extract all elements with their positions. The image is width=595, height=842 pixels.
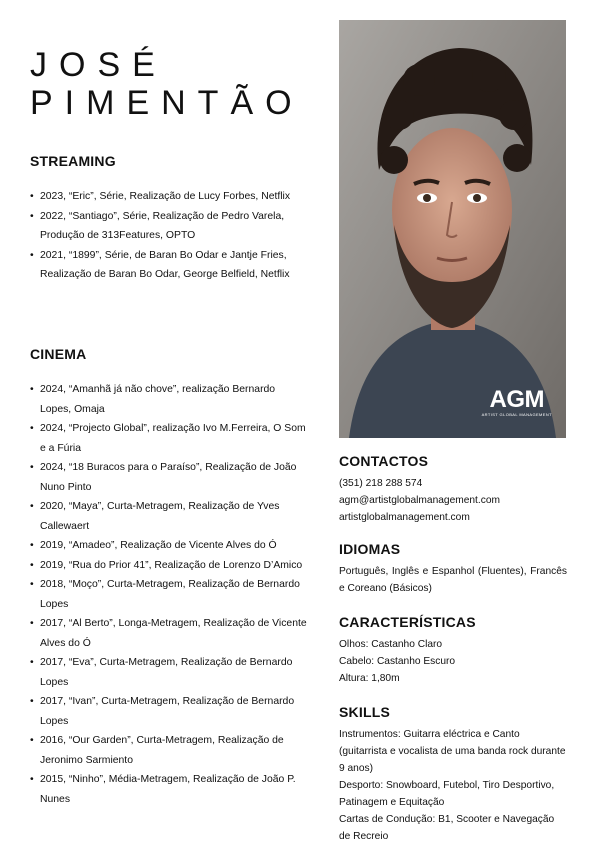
cinema-list <box>30 380 308 809</box>
list-item: • 2019, “Amadeo”, Realização de Vicente Alves do Ó <box>30 536 308 556</box>
list-item: • 2022, “Santiago”, Série, Realização de Pedro Varela, Produção de 313Features, OPTO <box>30 207 308 246</box>
cinema-title: CINEMA <box>30 346 87 362</box>
list-item: • 2024, “18 Buracos para o Paraíso”, Realização de João Nuno Pinto <box>30 458 308 497</box>
contactos-title: CONTACTOS <box>339 453 429 469</box>
idiomas-text: Português, Inglês e Espanhol (Fluentes), Francês e Coreano (Básicos) <box>339 566 567 594</box>
skills-instruments: Instrumentos: Guitarra eléctrica e Canto (guitarrista e vocalista de uma banda rock durante 9 anos) <box>339 729 566 774</box>
list-item: • 2020, “Maya”, Curta-Metragem, Realização de Yves Callewaert <box>30 497 308 536</box>
agm-logo-text: AGM <box>489 386 545 413</box>
skills-sports: Desporto: Snowboard, Futebol, Tiro Desportivo, Patinagem e Equitação <box>339 780 555 808</box>
list-item: • 2023, “Eric”, Série, Realização de Lucy Forbes, Netflix <box>30 187 308 207</box>
contact-phone: (351) 218 288 574 <box>339 478 423 489</box>
caracteristicas-section <box>339 614 567 687</box>
contactos-section <box>339 453 567 526</box>
hair-color: Cabelo: Castanho Escuro <box>339 656 456 667</box>
list-item: • 2015, “Ninho”, Média-Metragem, Realização de João P. Nunes <box>30 770 308 809</box>
contact-website[interactable]: artistglobalmanagement.com <box>339 512 470 523</box>
skills-title: SKILLS <box>339 704 390 720</box>
skills-section <box>339 704 567 842</box>
headshot-illustration <box>339 20 566 438</box>
actor-last-name: PIMENTÃO <box>30 84 304 122</box>
list-item: • 2016, “Our Garden”, Curta-Metragem, Realização de Jeronimo Sarmiento <box>30 731 308 770</box>
list-item: • 2018, “Moço”, Curta-Metragem, Realização de Bernardo Lopes <box>30 575 308 614</box>
agm-logo-tagline: ARTIST GLOBAL MANAGEMENT <box>481 412 552 417</box>
list-item: • 2017, “Al Berto”, Longa-Metragem, Realização de Vicente Alves do Ó <box>30 614 308 653</box>
headshot-photo <box>339 20 566 438</box>
list-item: • 2017, “Ivan”, Curta-Metragem, Realização de Bernardo Lopes <box>30 692 308 731</box>
actor-name <box>30 46 304 122</box>
cinema-section <box>30 346 308 809</box>
list-item: • 2024, “Amanhã já não chove”, realização Bernardo Lopes, Omaja <box>30 380 308 419</box>
skills-driving: Cartas de Condução: B1, Scooter e Navegação de Recreio <box>339 814 555 842</box>
list-item: • 2024, “Projecto Global”, realização Ivo M.Ferreira, O Som e a Fúria <box>30 419 308 458</box>
idiomas-section <box>339 541 567 597</box>
eye-color: Olhos: Castanho Claro <box>339 639 443 650</box>
streaming-list <box>30 187 308 285</box>
list-item: • 2017, “Eva”, Curta-Metragem, Realização de Bernardo Lopes <box>30 653 308 692</box>
list-item: • 2021, “1899”, Série, de Baran Bo Odar e Jantje Fries, Realização de Baran Bo Odar, George Belfield, Netflix <box>30 246 308 285</box>
idiomas-title: IDIOMAS <box>339 541 401 557</box>
actor-first-name: JOSÉ <box>30 46 167 84</box>
streaming-section <box>30 153 308 285</box>
height: Altura: 1,80m <box>339 673 400 684</box>
list-item: • 2019, “Rua do Prior 41”, Realização de Lorenzo D’Amico <box>30 556 308 576</box>
streaming-title: STREAMING <box>30 153 116 169</box>
caracteristicas-title: CARACTERÍSTICAS <box>339 614 476 630</box>
agm-logo <box>482 388 552 418</box>
contact-email[interactable]: agm@artistglobalmanagement.com <box>339 495 500 506</box>
